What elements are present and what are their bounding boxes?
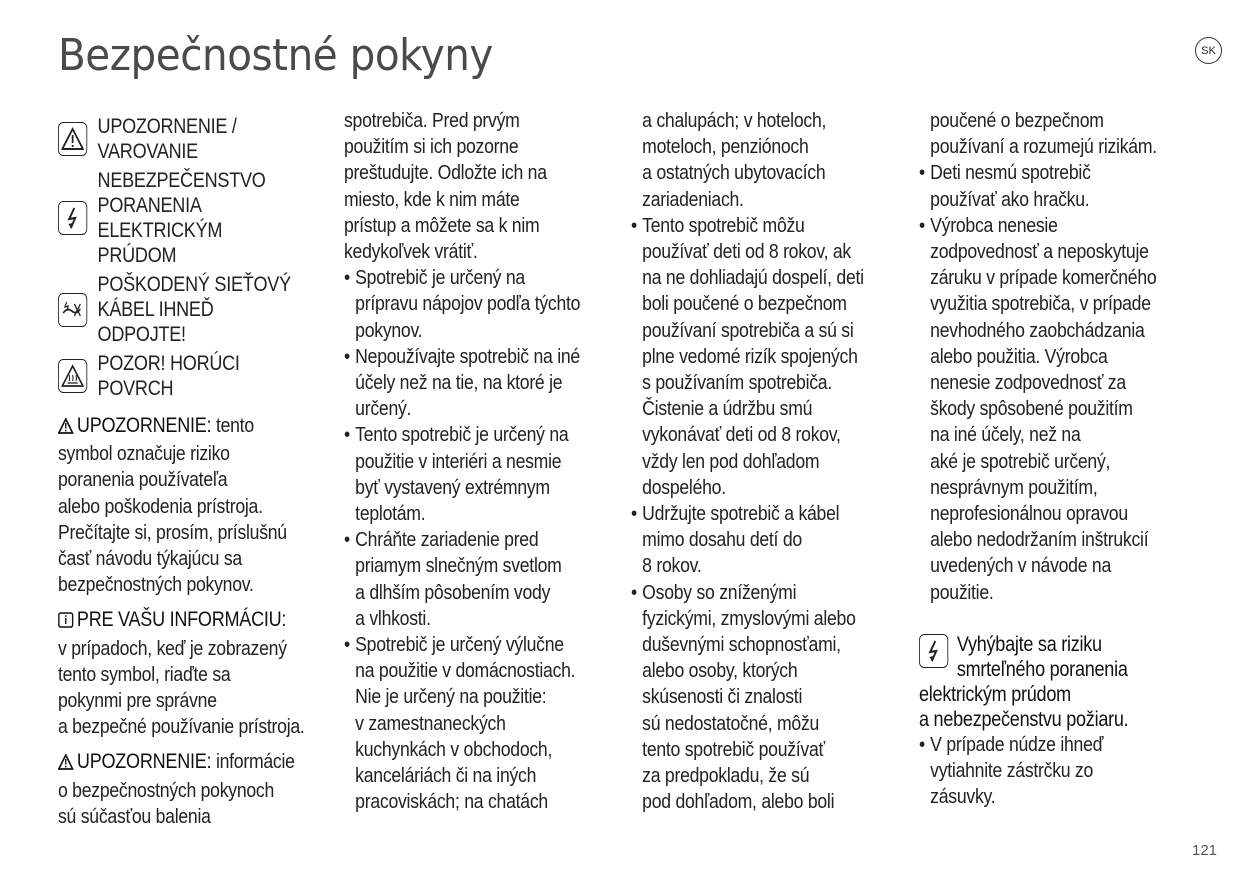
paragraph-line: používaní a rozumejú rizikám. [930, 135, 1157, 159]
warning-triangle-small-icon [58, 751, 73, 777]
warning-cable [58, 272, 316, 347]
paragraph-line: poučené o bezpečnom [930, 109, 1104, 132]
warning-cable-line1: POŠKODENÝ SIEŤOVÝ [97, 273, 291, 296]
bullet-item: • Chráňte zariadenie pred priamym slnečným svetlom a dlhším pôsobením vody a vlhkosti. [344, 527, 619, 632]
column-1 [58, 108, 330, 830]
note-caution-text: symbol označuje riziko [58, 442, 230, 466]
note-caution-text: tento [215, 414, 254, 437]
note-package-text: informácie [215, 750, 295, 774]
warning-caution-line1: UPOZORNENIE / [97, 115, 237, 138]
warning-caution-line2: VAROVANIE [97, 140, 198, 163]
note-info-text: pokynmi pre správne [58, 689, 217, 713]
language-badge: SK [1195, 37, 1222, 64]
note-caution-text: Prečítajte si, prosím, príslušnú [58, 520, 287, 544]
bullet-item: • Tento spotrebič je určený na použitie v interiéri a nesmie byť vystavený extrémnym teplotám. [344, 422, 619, 527]
column-2 [344, 108, 616, 815]
heading-line: smrteľného poranenia [956, 657, 1128, 681]
info-icon [58, 609, 73, 635]
bullet-item: • V prípade núdze ihneď vytiahnite zástrčku zo zásuvky. [919, 732, 1194, 811]
bullet-item: • Udržujte spotrebič a kábel mimo dosahu detí do 8 rokov. [631, 501, 906, 580]
electric-hazard-heading [919, 632, 1194, 732]
paragraph-line: prístup a môžete sa k nim [344, 213, 540, 237]
warning-electric-line1: NEBEZPEČENSTVO [97, 169, 266, 192]
bullet-item: • Výrobca nenesie zodpovednosť a neposkytuje záruku v prípade komerčného využitia spotrebiča, v prípade nevhodného zaobchádzania alebo použitia. Výrobca nenesie zodpovednosť za škody spôsobené použitím na iné účely, než na aké je spotrebič určený, nesprávnym použitím, neprofesionálnou opravou alebo nedodržaním inštrukcií uvedených v návode na použitie. [919, 213, 1194, 606]
page-title: Bezpečnostné pokyny [58, 30, 493, 81]
paragraph-line: zariadeniach. [642, 187, 744, 211]
warning-electric-line4: PRÚDOM [97, 244, 177, 267]
column-3 [631, 108, 903, 815]
bullet-item: • Osoby so zníženými fyzickými, zmyslovými alebo duševnými schopnosťami, alebo osoby, ktorých skúsenosti či znalosti sú nedostatočné, môžu tento spotrebič používať za predpokladu, že sú pod dohľadom, alebo boli [631, 580, 906, 816]
hot-surface-icon [58, 359, 87, 393]
bullet-item: • Spotrebič je určený výlučne na použitie v domácnostiach. Nie je určený na použitie: v zamestnaneckých kuchynkách v obchodoch, kanceláriách či na iných pracoviskách; na chatách [344, 632, 619, 815]
note-info-text: tento symbol, riaďte sa [58, 662, 231, 686]
note-caution-text: časť návodu týkajúcu sa [58, 547, 242, 571]
heading-line: elektrickým prúdom [919, 682, 1071, 706]
paragraph-line: použitím si ich pozorne [344, 135, 519, 159]
bullet-item: • Spotrebič je určený na prípravu nápojov podľa týchto pokynov. [344, 265, 619, 344]
page-number: 121 [1192, 842, 1218, 859]
note-caution-label: UPOZORNENIE: [76, 414, 212, 437]
warning-hot-line2: POVRCH [97, 377, 174, 400]
note-info [58, 607, 316, 740]
paragraph-line: preštudujte. Odložte ich na [344, 161, 547, 185]
warning-caution [58, 114, 316, 164]
warning-cable-line2: KÁBEL IHNEĎ [97, 298, 214, 321]
note-caution-text: bezpečnostných pokynov. [58, 573, 254, 597]
heading-line: a nebezpečenstvu požiaru. [919, 707, 1129, 731]
warning-cable-line3: ODPOJTE! [97, 323, 186, 346]
paragraph-line: a ostatných ubytovacích [642, 161, 826, 185]
paragraph-line: spotrebiča. Pred prvým [344, 109, 520, 132]
note-caution-text: poranenia používateľa [58, 468, 228, 492]
note-caution [58, 413, 316, 598]
bullet-item: • Tento spotrebič môžu používať deti od 8 rokov, ak na ne dohliadajú dospelí, deti boli poučené o bezpečnom používaní spotrebiča a sú si plne vedomé rizík spojených s používaním spotrebiča. Čistenie a údržbu smú vykonávať deti od 8 rokov, vždy len pod dohľadom dospelého. [631, 213, 906, 501]
warning-electric [58, 168, 316, 268]
warning-electric-line2: PORANENIA [97, 194, 202, 217]
note-package-text: o bezpečnostných pokynoch [58, 778, 275, 802]
warning-triangle-small-icon [58, 415, 73, 441]
paragraph-line: a chalupách; v hoteloch, [642, 109, 827, 132]
bullet-item: • Nepoužívajte spotrebič na iné účely než na tie, na ktoré je určený. [344, 344, 619, 423]
note-package-text: sú súčasťou balenia [58, 804, 211, 828]
paragraph-line: kedykoľvek vrátiť. [344, 240, 478, 264]
paragraph-line: miesto, kde k nim máte [344, 187, 520, 211]
note-info-label: PRE VAŠU INFORMÁCIU: [76, 608, 287, 632]
note-info-text: a bezpečné používanie prístroja. [58, 715, 305, 739]
warning-triangle-icon [58, 122, 87, 156]
note-package-label: UPOZORNENIE: [76, 750, 212, 774]
bullet-item: • Deti nesmú spotrebič používať ako hračku. [919, 160, 1194, 212]
column-4 [919, 108, 1191, 810]
damaged-cable-icon [58, 293, 87, 327]
note-package [58, 749, 316, 830]
heading-line: Vyhýbajte sa riziku [956, 632, 1102, 656]
warning-hot-line1: POZOR! HORÚCI [97, 352, 240, 375]
note-info-text: v prípadoch, keď je zobrazený [58, 636, 287, 660]
warning-electric-line3: ELEKTRICKÝM [97, 219, 223, 242]
electric-shock-icon [58, 201, 87, 235]
warning-hot-surface [58, 351, 316, 401]
paragraph-line: moteloch, penziónoch [642, 135, 809, 159]
electric-shock-icon [919, 634, 948, 668]
note-caution-text: alebo poškodenia prístroja. [58, 494, 263, 518]
